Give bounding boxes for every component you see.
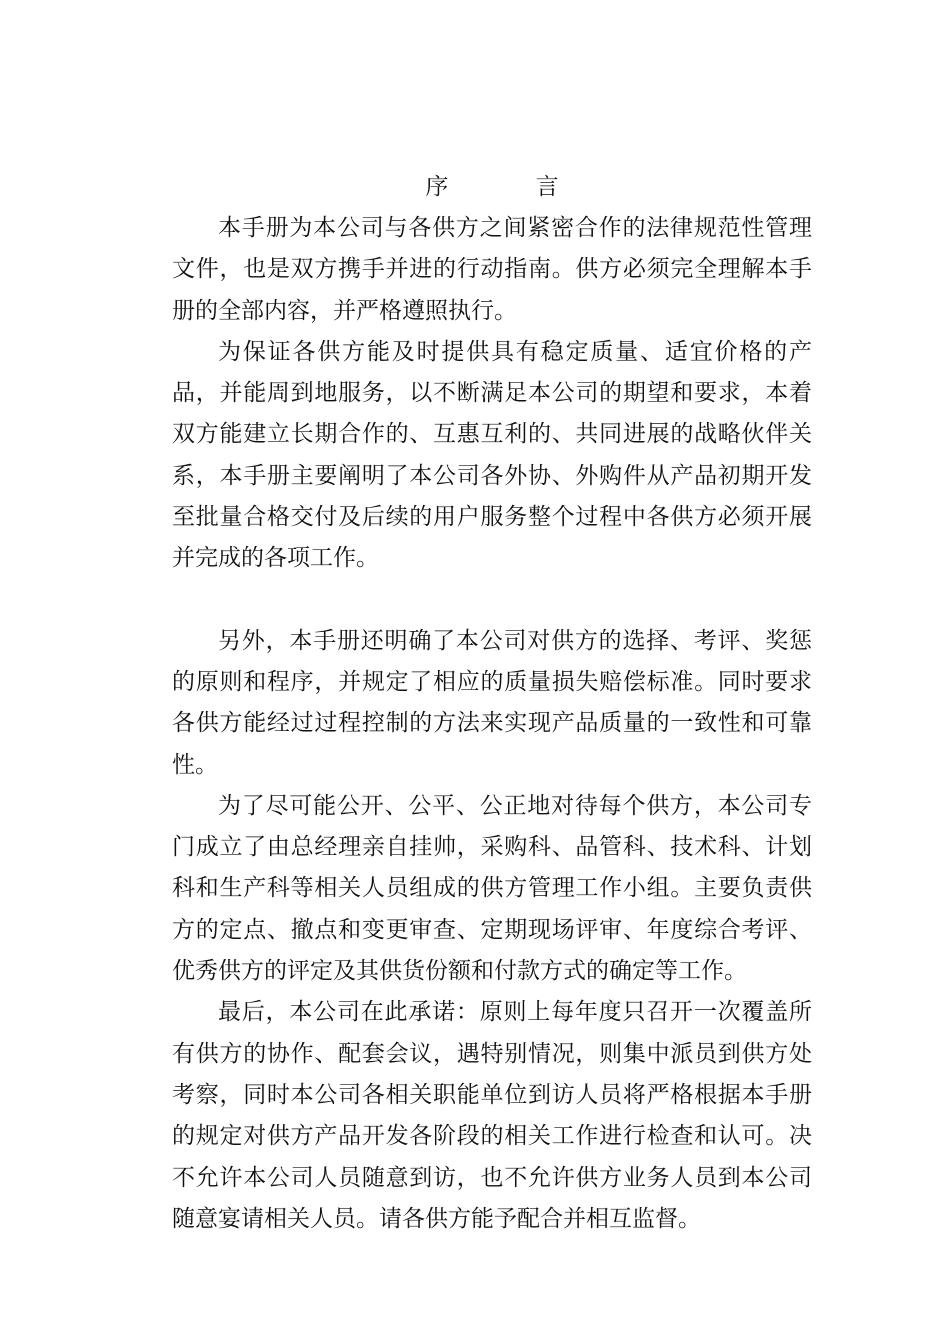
paragraph-3: 另外，本手册还明确了本公司对供方的选择、考评、奖惩的原则和程序，并规定了相应的质量损失赔偿标准。同时要求各供方能经过过程控制的方法来实现产品质量的一致性和可靠性。 <box>172 627 812 778</box>
paragraph-gap <box>172 580 812 621</box>
paragraph-1: 本手册为本公司与各供方之间紧密合作的法律规范性管理文件，也是双方携手并进的行动指南。供方必须完全理解本手册的全部内容，并严格遵照执行。 <box>172 215 812 324</box>
document-page <box>172 170 812 1240</box>
paragraph-2: 为保证各供方能及时提供具有稳定质量、适宜价格的产品，并能周到地服务，以不断满足本公司的期望和要求，本着双方能建立长期合作的、互惠互利的、共同进展的战略伙伴关系，本手册主要阐明了本公司各外协、外购件从产品初期开发至批量合格交付及后续的用户服务整个过程中各供方必须开展并完成的各项工作。 <box>172 338 812 572</box>
paragraph-5: 最后，本公司在此承诺：原则上每年度只召开一次覆盖所有供方的协作、配套会议，遇特别情况，则集中派员到供方处考察，同时本公司各相关职能单位到访人员将严格根据本手册的规定对供方产品开发各阶段的相关工作进行检查和认可。决不允许本公司人员随意到访，也不允许供方业务人员到本公司随意宴请相关人员。请各供方能予配合并相互监督。 <box>172 999 812 1232</box>
document-title: 序 言 <box>425 174 599 200</box>
paragraph-4: 为了尽可能公开、公平、公正地对待每个供方，本公司专门成立了由总经理亲自挂帅，采购科、品管科、技术科、计划科和生产科等相关人员组成的供方管理工作小组。主要负责供方的定点、撤点和变更审查、定期现场评审、年度综合考评、优秀供方的评定及其供货份额和付款方式的确定等工作。 <box>172 792 812 985</box>
